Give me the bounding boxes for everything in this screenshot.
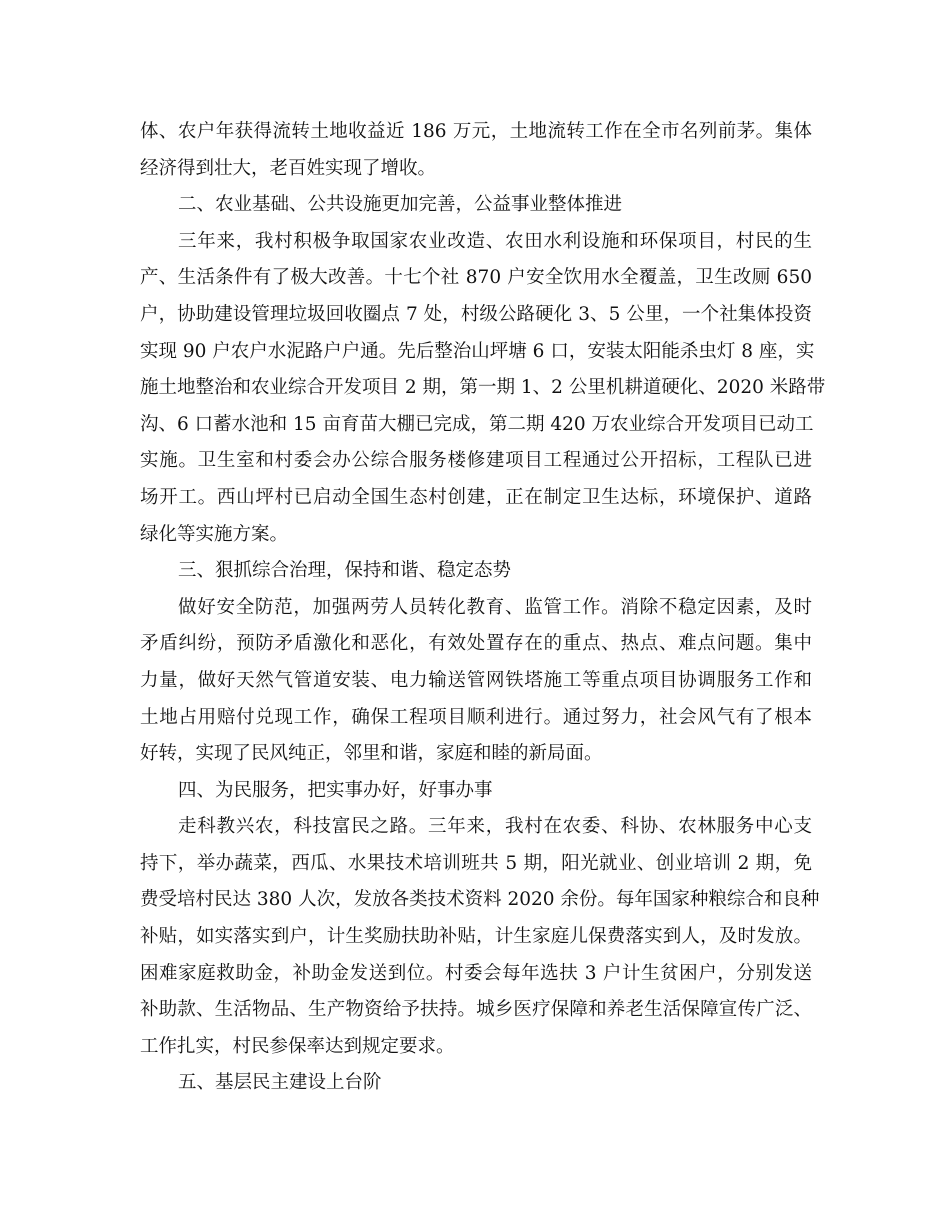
section-heading: 五、基层民主建设上台阶 bbox=[178, 1072, 382, 1094]
text-line: 经济得到壮大，老百姓实现了增收。 bbox=[140, 157, 437, 179]
text-line: 做好安全防范，加强两劳人员转化教育、监管工作。消除不稳定因素，及时 bbox=[178, 596, 812, 618]
document-page bbox=[140, 114, 826, 1102]
text-line: 费受培村民达 380 人次，发放各类技术资料 2020 余份。每年国家种粮综合和良种 bbox=[140, 889, 820, 911]
text-line: 沟、6 口蓄水池和 15 亩育苗大棚已完成，第二期 420 万农业综合开发项目已动工 bbox=[140, 413, 814, 435]
text-line: 走科教兴农，科技富民之路。三年来，我村在农委、科协、农林服务中心支 bbox=[178, 816, 812, 838]
text-line: 力量，做好天然气管道安装、电力输送管网铁塔施工等重点项目协调服务工作和 bbox=[140, 669, 812, 691]
text-line: 好转，实现了民风纯正，邻里和谐，家庭和睦的新局面。 bbox=[140, 743, 603, 765]
text-line: 实施。卫生室和村委会办公综合服务楼修建项目工程通过公开招标，工程队已进 bbox=[140, 450, 812, 472]
text-line: 补贴，如实落实到户，计生奖励扶助补贴，计生家庭儿保费落实到人，及时发放。 bbox=[140, 926, 812, 948]
text-line: 持下，举办蔬菜，西瓜、水果技术培训班共 5 期，阳光就业、创业培训 2 期，免 bbox=[140, 852, 812, 874]
text-line: 体、农户年获得流转土地收益近 186 万元，土地流转工作在全市名列前茅。集体 bbox=[140, 121, 812, 142]
text-line: 实现 90 户农户水泥路户户通。先后整治山坪塘 6 口，安装太阳能杀虫灯 8 座，实 bbox=[140, 340, 815, 362]
section-heading: 四、为民服务，把实事办好，好事办事 bbox=[178, 779, 493, 801]
text-line: 土地占用赔付兑现工作，确保工程项目顺利进行。通过努力，社会风气有了根本 bbox=[140, 706, 812, 728]
text-line: 矛盾纠纷，预防矛盾激化和恶化，有效处置存在的重点、热点、难点问题。集中 bbox=[140, 633, 812, 655]
section-heading: 二、农业基础、公共设施更加完善，公益事业整体推进 bbox=[178, 194, 623, 216]
text-line: 户，协助建设管理垃圾回收圈点 7 处，村级公路硬化 3、5 公里，一个社集体投资 bbox=[140, 303, 812, 325]
section-heading: 三、狠抓综合治理，保持和谐、稳定态势 bbox=[178, 560, 512, 582]
text-line: 补助款、生活物品、生产物资给予扶持。城乡医疗保障和养老生活保障宣传广泛、 bbox=[140, 999, 812, 1021]
text-line: 工作扎实，村民参保率达到规定要求。 bbox=[140, 1035, 455, 1057]
text-line: 产、生活条件有了极大改善。十七个社 870 户安全饮用水全覆盖，卫生改厕 650 bbox=[140, 267, 812, 289]
text-line: 施土地整治和农业综合开发项目 2 期，第一期 1、2 公里机耕道硬化、2020 米路带 bbox=[140, 377, 826, 399]
text-line: 困难家庭救助金，补助金发送到位。村委会每年选扶 3 户计生贫困户，分别发送 bbox=[140, 962, 812, 984]
text-line: 三年来，我村积极争取国家农业改造、农田水利设施和环保项目，村民的生 bbox=[178, 230, 812, 252]
text-line: 绿化等实施方案。 bbox=[140, 523, 289, 545]
text-line: 场开工。西山坪村已启动全国生态村创建，正在制定卫生达标，环境保护、道路 bbox=[140, 486, 812, 508]
